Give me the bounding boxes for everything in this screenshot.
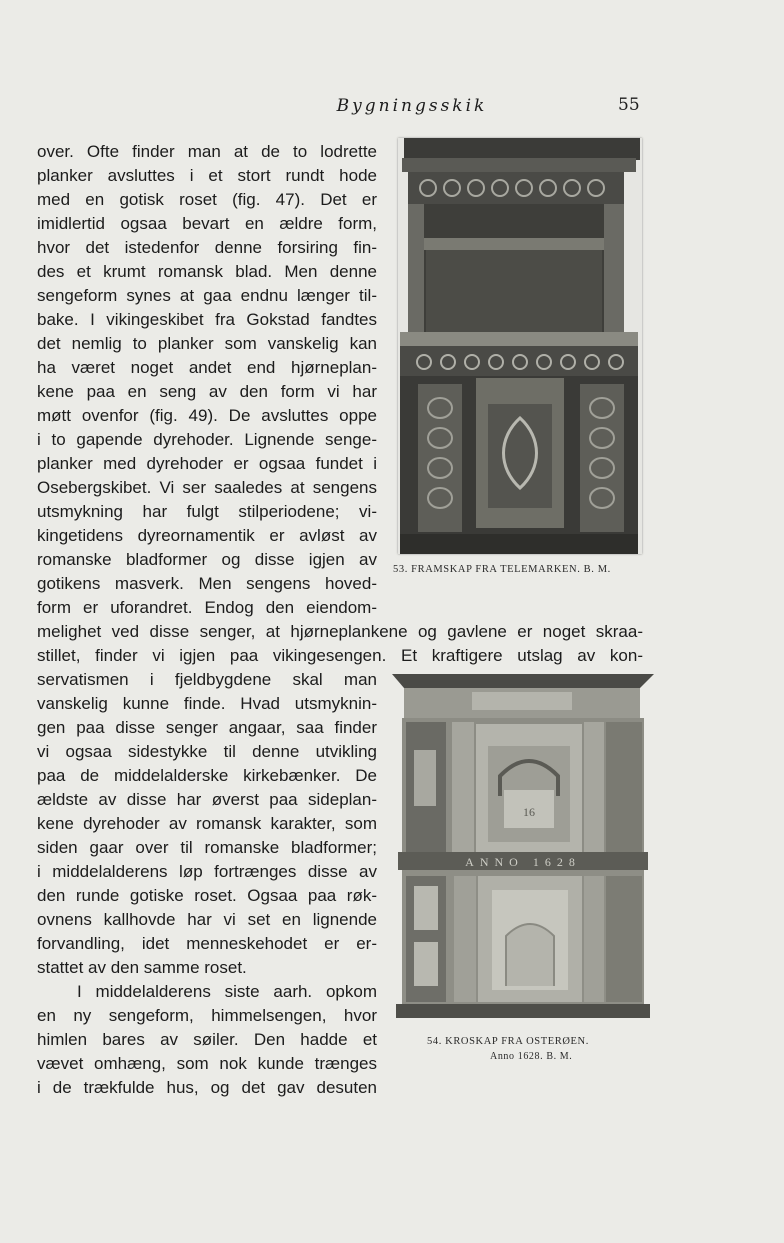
svg-text:16: 16: [523, 805, 535, 819]
text-line: det nemlig to planker som vanskelig kan: [37, 334, 377, 353]
text-line: møtt ovenfor (fig. 49). De avsluttes oppe: [37, 406, 377, 425]
text-line: en ny sengeform, himmelsengen, hvor: [37, 1006, 377, 1025]
figure-54-caption: 54. KROSKAP FRA OSTERØEN.: [427, 1036, 589, 1047]
text-line: stattet av den samme roset.: [37, 958, 247, 977]
text-line: med en gotisk roset (fig. 47). Det er: [37, 190, 377, 209]
text-line: den runde gotiske roset. Ogsaa paa røk-: [37, 886, 377, 905]
text-line: gen paa disse senger angaar, saa finder: [37, 718, 377, 737]
text-line: himlen bares av søiler. Den hadde et: [37, 1030, 377, 1049]
text-line: utsmykning har fulgt stilperiodene; vi-: [37, 502, 377, 521]
text-line: paa de middelalderske kirkebænker. De: [37, 766, 377, 785]
kroskap-illustration: [392, 666, 654, 1024]
text-line: forvandling, idet menneskehodet er er-: [37, 934, 377, 953]
text-line: kene paa en seng av den form vi har: [37, 382, 377, 401]
text-line: vanskelig kunne finde. Hvad utsmyknin-: [37, 694, 377, 713]
text-line: i middelalderens løp fortrænges disse av: [37, 862, 377, 881]
text-line: stillet, finder vi igjen paa vikingesengen. Et kraftigere utslag av kon-: [37, 646, 643, 665]
text-line: planker avsluttes i et stort rundt hode: [37, 166, 377, 185]
text-line: des et krumt romansk blad. Men denne: [37, 262, 377, 281]
figure-54-caption-subline: Anno 1628. B. M.: [490, 1051, 573, 1062]
figure-53-caption: 53. FRAMSKAP FRA TELEMARKEN. B. M.: [393, 564, 611, 575]
text-line: sengeform synes at gaa endnu længer til-: [37, 286, 377, 305]
text-line: i de trækfulde hus, og det gav desuten: [37, 1078, 377, 1097]
text-line: gotikens masverk. Men sengens hoved-: [37, 574, 377, 593]
text-line: siden gaar over til romanske bladformer;: [37, 838, 377, 857]
page-number: 55: [618, 95, 640, 115]
text-line: over. Ofte finder man at de to lodrette: [37, 142, 377, 161]
text-line: hvor det istedenfor denne forsiring fin-: [37, 238, 377, 257]
figure-53-photo: [398, 138, 642, 554]
text-line: ha været noget andet end hjørneplan-: [37, 358, 377, 377]
text-line: form er uforandret. Endog den eiendom-: [37, 598, 377, 617]
text-line: ældste av disse har øverst paa sideplan-: [37, 790, 377, 809]
text-line: ovnens kallhovde har vi set en lignende: [37, 910, 377, 929]
text-line: melighet ved disse senger, at hjørneplankene og gavlene er noget skraa-: [37, 622, 643, 641]
figure-54-photo: [392, 666, 654, 1024]
text-line: kene dyrehoder av romansk karakter, som: [37, 814, 377, 833]
text-line: bake. I vikingeskibet fra Gokstad fandtes: [37, 310, 377, 329]
cupboard-inscription: ANNO 1628: [465, 855, 581, 869]
text-line: vævet omhæng, som nok kunde trænges: [37, 1054, 377, 1073]
page-header-title: Bygningsskik: [336, 96, 488, 116]
text-line: planker med dyrehoder er ogsaa fundet i: [37, 454, 377, 473]
text-line: imidlertid ogsaa bevart en ældre form,: [37, 214, 377, 233]
text-line: servatismen i fjeldbygdene skal man: [37, 670, 377, 689]
text-line: vi ogsaa sidestykke til denne utvikling: [37, 742, 377, 761]
text-line: I middelalderens siste aarh. opkom: [77, 982, 377, 1001]
text-line: romanske bladformer og disse igjen av: [37, 550, 377, 569]
text-line: Osebergskibet. Vi ser saaledes at sengens: [37, 478, 377, 497]
text-line: i to gapende dyrehoder. Lignende senge-: [37, 430, 377, 449]
framskap-illustration: [398, 138, 642, 554]
text-line: kingetidens dyreornamentik er avløst av: [37, 526, 377, 545]
